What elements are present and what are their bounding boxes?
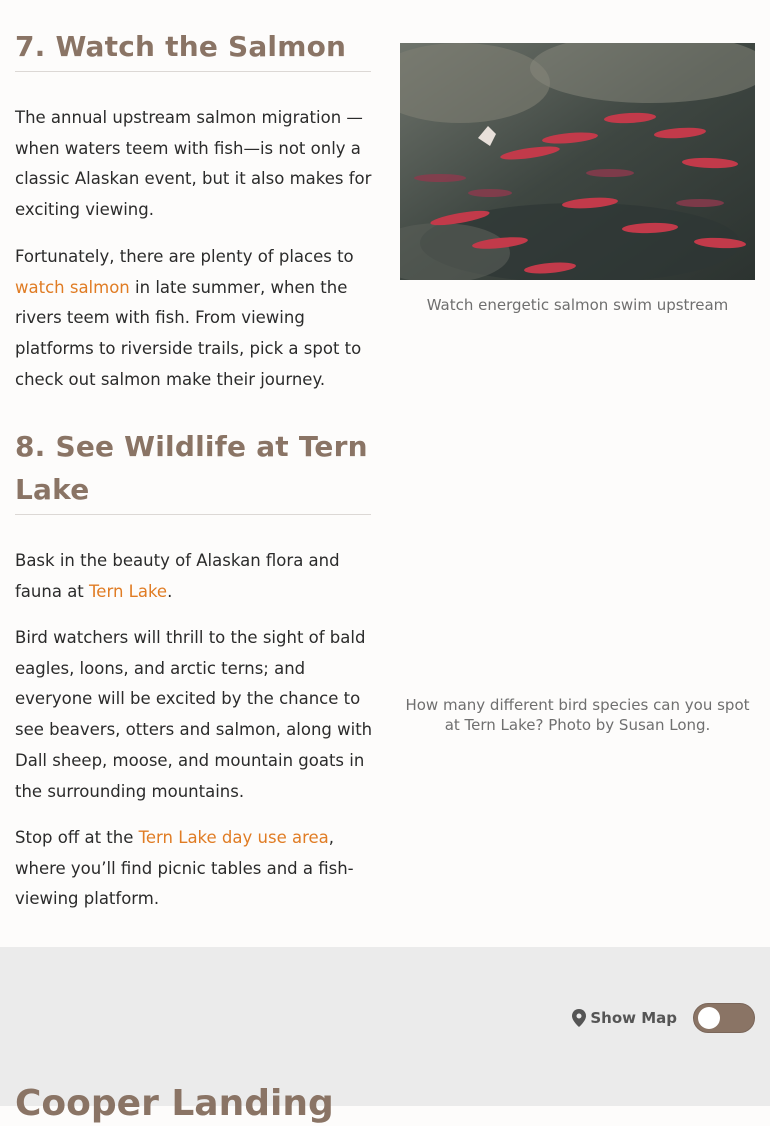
- heading-divider: [15, 71, 371, 72]
- para-text: Bask in the beauty of Alaskan flora and fauna at: [15, 551, 340, 601]
- para-text: Fortunately, there are plenty of places to: [15, 247, 354, 266]
- section-8-paragraph-3: [15, 823, 375, 915]
- salmon-photo: [400, 43, 755, 280]
- para-text: Stop off at the: [15, 828, 139, 847]
- para-text: .: [167, 581, 173, 601]
- watch-salmon-link[interactable]: watch salmon: [15, 277, 130, 297]
- section-8-paragraph-1: [15, 546, 375, 607]
- salmon-photo-image: [400, 43, 755, 280]
- section-8-heading: 8. See Wildlife at Tern Lake: [15, 430, 368, 506]
- map-marker-icon: [572, 1009, 586, 1027]
- show-map-label: Show Map: [590, 1009, 677, 1027]
- para-text: in late summer, when the rivers teem with fish. From viewing platforms to riverside trails, pick a spot to check out salmon make their journey.: [15, 277, 362, 389]
- section-7-paragraph-2: [15, 242, 375, 396]
- toggle-knob: [698, 1007, 720, 1029]
- section-8-paragraph-2: Bird watchers will thrill to the sight of bald eagles, loons, and arctic terns; and everyone will be excited by the chance to see beavers, otters and salmon, along with Dall sheep, moose, and mountain goats in the surrounding mountains.: [15, 628, 373, 801]
- show-map-control: [572, 1003, 755, 1033]
- next-section-heading: Cooper Landing: [15, 1083, 334, 1124]
- map-footer: [0, 947, 770, 1124]
- heading-divider: [15, 514, 371, 515]
- section-7-paragraph-1: The annual upstream salmon migration —when waters teem with fish—is not only a classic Alaskan event, but it also makes for exciting viewing.: [15, 108, 372, 220]
- show-map-toggle[interactable]: [693, 1003, 755, 1033]
- tern-lake-day-use-link[interactable]: Tern Lake day use area: [138, 828, 329, 847]
- salmon-photo-caption: Watch energetic salmon swim upstream: [426, 296, 729, 314]
- section-7-heading: 7. Watch the Salmon: [15, 30, 347, 63]
- para-text: , where you’ll find picnic tables and a fish-viewing platform.: [15, 828, 354, 909]
- tern-lake-link[interactable]: Tern Lake: [89, 581, 168, 601]
- tern-lake-photo-caption: How many different bird species can you spot at Tern Lake? Photo by Susan Long.: [405, 696, 750, 734]
